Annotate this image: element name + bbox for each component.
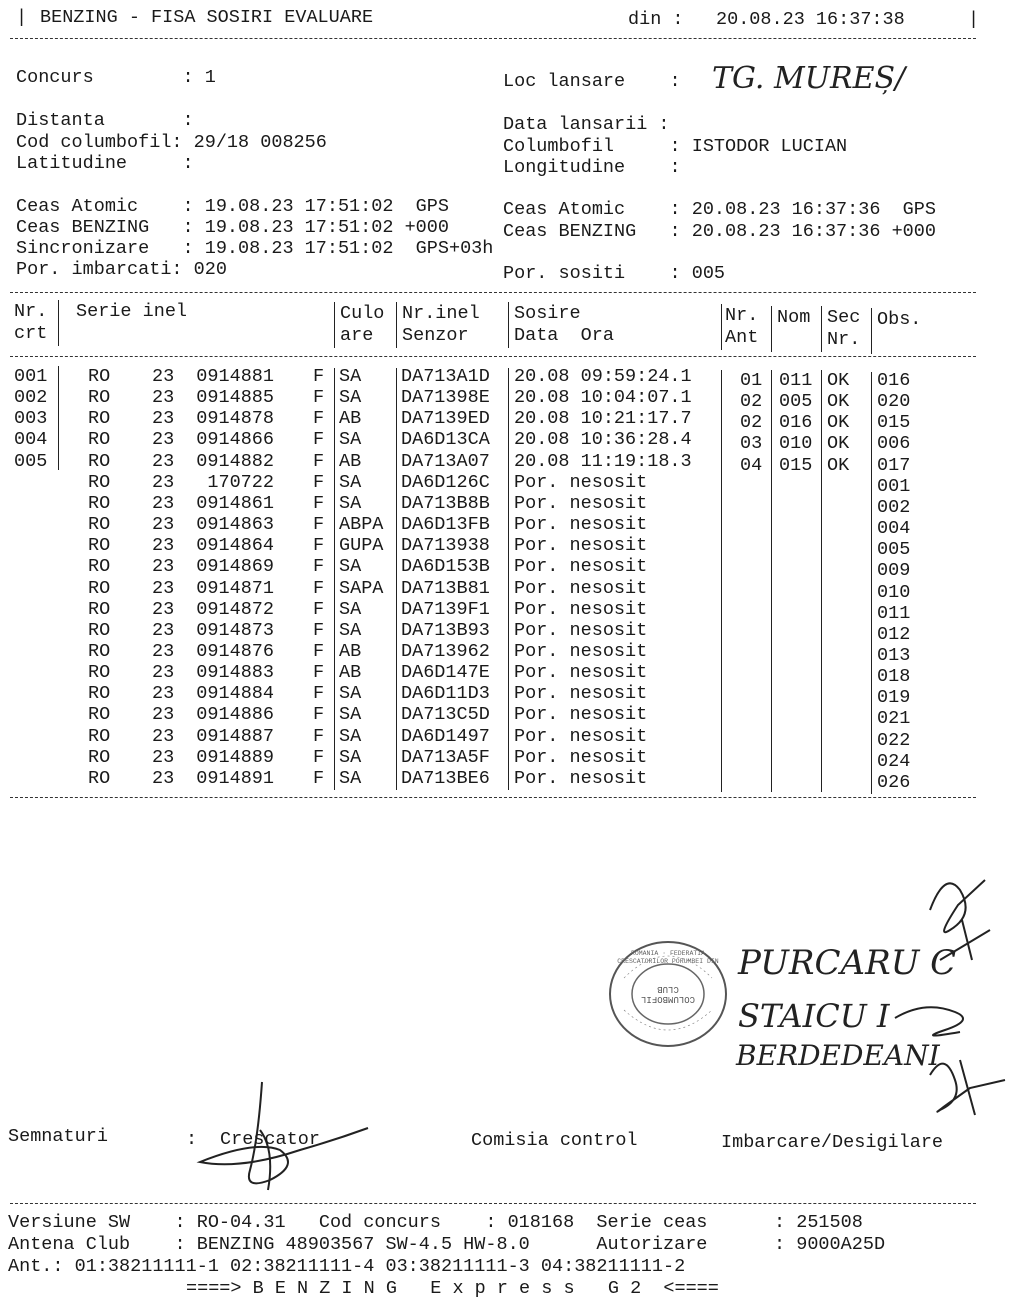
cell-yr: 23: [152, 366, 175, 387]
cell-obs: 021: [877, 708, 911, 730]
cell-yr: 23: [152, 535, 175, 557]
din-label: din :: [628, 9, 684, 30]
cell-cul: AB: [339, 408, 362, 430]
handwritten-name-3: BERDEDEANI: [736, 1039, 940, 1072]
cell-senzor: DA71398E: [401, 387, 490, 409]
header-sosire: Sosire: [514, 303, 581, 324]
cell-num: 0914886: [196, 704, 274, 726]
cell-obs: 015: [877, 412, 911, 434]
cell-obs: 022: [877, 729, 911, 751]
header-secnr: Nr.: [827, 329, 861, 350]
cell-senzor: DA713A1D: [401, 366, 490, 387]
semnaturi-colon: :: [186, 1129, 198, 1150]
cell-senzor: DA713938: [401, 535, 490, 557]
cell-obs: 011: [877, 602, 911, 624]
cell-senzor: DA6D153B: [401, 556, 490, 578]
cell-num: 0914863: [196, 514, 274, 536]
cell-yr: 23: [152, 450, 175, 472]
header-nrinel: Nr.inel: [402, 303, 480, 324]
semnaturi-label: Semnaturi: [8, 1126, 108, 1147]
cell-sex: F: [313, 387, 325, 409]
cell-num: 0914873: [196, 619, 274, 641]
cell-num: 0914869: [196, 556, 274, 578]
cell-ro: RO: [88, 429, 111, 451]
header-serie: Serie inel: [76, 301, 188, 322]
concurs-line: Concurs : 1: [16, 67, 216, 88]
handwritten-name-2: STAICU I: [738, 997, 890, 1035]
cell-num: 0914885: [196, 387, 274, 409]
imbarcare-label: Imbarcare/Desigilare: [721, 1132, 944, 1153]
sincronizare-line: Sincronizare : 19.08.23 17:51:02 GPS+03h: [16, 238, 494, 259]
cell-senzor: DA6D13FB: [401, 514, 490, 536]
left-bar: |: [16, 7, 28, 28]
cell-yr: 23: [152, 556, 175, 578]
cell-sex: F: [313, 725, 325, 747]
ceas-atomic-right: Ceas Atomic : 20.08.23 16:37:36 GPS: [503, 199, 936, 220]
cell-nr: 001: [14, 366, 48, 387]
crescator-label: Crescator: [220, 1129, 320, 1150]
ceas-benzing-right: Ceas BENZING : 20.08.23 16:37:36 +000: [503, 221, 936, 242]
cell-yr: 23: [152, 619, 175, 641]
cell-yr: 23: [152, 683, 175, 705]
cell-ant: 02: [740, 412, 763, 434]
cell-cul: SA: [339, 619, 362, 641]
cell-ro: RO: [88, 704, 111, 726]
cell-obs: 004: [877, 518, 911, 540]
cell-sosire: 20.08 10:36:28.4: [514, 429, 692, 451]
cell-yr: 23: [152, 598, 175, 620]
cell-ro: RO: [88, 683, 111, 705]
cell-nom: 010: [779, 433, 813, 455]
cell-senzor: DA6D13CA: [401, 429, 490, 451]
cod-columbofil-line: Cod columbofil: 29/18 008256: [16, 132, 327, 153]
cell-num: 0914881: [196, 366, 274, 387]
cell-senzor: DA713A07: [401, 450, 490, 472]
cell-yr: 23: [152, 408, 175, 430]
signature-bottom-right: [930, 1060, 1005, 1115]
cell-num: 0914871: [196, 577, 274, 599]
cell-ro: RO: [88, 746, 111, 768]
cell-cul: SA: [339, 725, 362, 747]
cell-yr: 23: [152, 767, 175, 789]
cell-obs: 019: [877, 687, 911, 709]
cell-obs: 026: [877, 771, 911, 793]
cell-sosire: 20.08 09:59:24.1: [514, 366, 692, 387]
cell-cul: AB: [339, 640, 362, 662]
cell-senzor: DA713962: [401, 640, 490, 662]
stamp-inner-text: COLUMBOFIL CLUB: [641, 984, 696, 1004]
cell-cul: SA: [339, 556, 362, 578]
cell-yr: 23: [152, 640, 175, 662]
cell-obs: 018: [877, 666, 911, 688]
cell-nr: 003: [14, 408, 48, 430]
cell-sosire: Por. nesosit: [514, 725, 648, 747]
cell-sosire: Por. nesosit: [514, 619, 648, 641]
cell-num: 0914872: [196, 598, 274, 620]
cell-obs: 009: [877, 560, 911, 582]
cell-sex: F: [313, 535, 325, 557]
cell-yr: 23: [152, 387, 175, 409]
header-nr: Nr.: [14, 301, 48, 322]
cell-sosire: 20.08 11:19:18.3: [514, 450, 692, 472]
cell-sosire: Por. nesosit: [514, 514, 648, 536]
cell-yr: 23: [152, 471, 175, 493]
cell-yr: 23: [152, 662, 175, 684]
columbofil-line: Columbofil : ISTODOR LUCIAN: [503, 136, 848, 157]
cell-sex: F: [313, 640, 325, 662]
cell-senzor: DA713B93: [401, 619, 490, 641]
cell-num: 0914878: [196, 408, 274, 430]
cell-nom: 016: [779, 412, 813, 434]
comisia-control-label: Comisia control: [471, 1130, 638, 1151]
cell-sosire: 20.08 10:04:07.1: [514, 387, 692, 409]
header-ant: Ant: [725, 327, 759, 348]
cell-senzor: DA713C5D: [401, 704, 490, 726]
cell-sosire: Por. nesosit: [514, 683, 648, 705]
cell-yr: 23: [152, 725, 175, 747]
cell-senzor: DA713A5F: [401, 746, 490, 768]
cell-cul: SA: [339, 471, 362, 493]
din-value: 20.08.23 16:37:38: [716, 9, 905, 30]
cell-senzor: DA6D147E: [401, 662, 490, 684]
cell-ant: 04: [740, 454, 763, 476]
header-nrant: Nr.: [725, 305, 759, 326]
cell-nom: 015: [779, 454, 813, 476]
cell-senzor: DA7139F1: [401, 598, 490, 620]
cell-num: 0914891: [196, 767, 274, 789]
cell-ro: RO: [88, 619, 111, 641]
cell-obs: 006: [877, 433, 911, 455]
cell-ro: RO: [88, 514, 111, 536]
cell-obs: 024: [877, 750, 911, 772]
footer-line-3: Ant.: 01:38211111-1 02:38211111-4 03:38211111-3 04:38211111-2: [8, 1256, 686, 1277]
cell-obs: 010: [877, 581, 911, 603]
cell-obs: 013: [877, 644, 911, 666]
cell-sec: OK: [827, 412, 850, 434]
loc-lansare-handwritten: TG. MUREȘ/: [712, 61, 906, 96]
cell-sex: F: [313, 471, 325, 493]
cell-senzor: DA713B8B: [401, 492, 490, 514]
handwritten-name-1: PURCARU C: [738, 943, 957, 983]
header-nom: Nom: [777, 307, 811, 328]
cell-ro: RO: [88, 366, 111, 387]
cell-num: 0914864: [196, 535, 274, 557]
cell-obs: 002: [877, 496, 911, 518]
cell-num: 0914887: [196, 725, 274, 747]
signature-top-right: [930, 880, 990, 960]
cell-num: 0914876: [196, 640, 274, 662]
cell-ro: RO: [88, 450, 111, 472]
cell-ro: RO: [88, 662, 111, 684]
cell-sosire: 20.08 10:21:17.7: [514, 408, 692, 430]
cell-senzor: DA6D1497: [401, 725, 490, 747]
cell-sex: F: [313, 662, 325, 684]
cell-nr: 004: [14, 429, 48, 451]
cell-ro: RO: [88, 387, 111, 409]
cell-obs: 012: [877, 623, 911, 645]
cell-num: 0914884: [196, 683, 274, 705]
cell-ro: RO: [88, 577, 111, 599]
cell-ro: RO: [88, 640, 111, 662]
cell-obs: 016: [877, 370, 911, 391]
cell-cul: AB: [339, 662, 362, 684]
cell-ro: RO: [88, 535, 111, 557]
cell-cul: SA: [339, 387, 362, 409]
cell-num: 170722: [207, 471, 274, 493]
cell-senzor: DA6D11D3: [401, 683, 490, 705]
ceas-atomic-left: Ceas Atomic : 19.08.23 17:51:02 GPS: [16, 196, 449, 217]
cell-sex: F: [313, 746, 325, 768]
footer-line-2: Antena Club : BENZING 48903567 SW-4.5 HW-8.0 Autorizare : 9000A25D: [8, 1234, 886, 1255]
cell-num: 0914882: [196, 450, 274, 472]
cell-cul: ABPA: [339, 514, 384, 536]
data-lansarii-line: Data lansarii :: [503, 114, 670, 135]
cell-senzor: DA7139ED: [401, 408, 490, 430]
ceas-benzing-left: Ceas BENZING : 19.08.23 17:51:02 +000: [16, 217, 449, 238]
footer-line-1: Versiune SW : RO-04.31 Cod concurs : 018168 Serie ceas : 251508: [8, 1212, 863, 1233]
cell-yr: 23: [152, 492, 175, 514]
cell-obs: 005: [877, 539, 911, 561]
cell-cul: SA: [339, 366, 362, 387]
cell-nr: 002: [14, 387, 48, 409]
cell-sosire: Por. nesosit: [514, 492, 648, 514]
cell-sosire: Por. nesosit: [514, 640, 648, 662]
cell-sex: F: [313, 577, 325, 599]
cell-cul: SA: [339, 492, 362, 514]
cell-sosire: Por. nesosit: [514, 704, 648, 726]
cell-sex: F: [313, 556, 325, 578]
cell-ro: RO: [88, 598, 111, 620]
cell-sosire: Por. nesosit: [514, 556, 648, 578]
cell-ro: RO: [88, 492, 111, 514]
header-obs: Obs.: [877, 309, 922, 330]
loc-lansare-label: Loc lansare :: [503, 71, 681, 92]
cell-ro: RO: [88, 725, 111, 747]
cell-sex: F: [313, 767, 325, 789]
right-bar: |: [968, 9, 980, 30]
stamp-outer-text: ROMANIA · FEDERATIA CRESCATORILOR PORUMBEI DIN: [617, 950, 719, 965]
cell-yr: 23: [152, 704, 175, 726]
cell-sosire: Por. nesosit: [514, 598, 648, 620]
cell-cul: SA: [339, 767, 362, 789]
header-culo: Culo: [340, 303, 385, 324]
signature-mid-right: [895, 1007, 963, 1035]
cell-yr: 23: [152, 577, 175, 599]
cell-yr: 23: [152, 746, 175, 768]
cell-sosire: Por. nesosit: [514, 471, 648, 493]
distanta-line: Distanta :: [16, 110, 194, 131]
cell-obs: 017: [877, 454, 911, 476]
cell-cul: SA: [339, 683, 362, 705]
cell-obs: 020: [877, 391, 911, 413]
latitudine-line: Latitudine :: [16, 153, 194, 174]
header-crt: crt: [14, 323, 48, 344]
cell-ro: RO: [88, 471, 111, 493]
cell-num: 0914883: [196, 662, 274, 684]
cell-num: 0914889: [196, 746, 274, 768]
cell-sec: OK: [827, 391, 850, 413]
header-sec: Sec: [827, 307, 861, 328]
cell-sex: F: [313, 408, 325, 430]
cell-cul: SA: [339, 429, 362, 451]
cell-sosire: Por. nesosit: [514, 767, 648, 789]
cell-yr: 23: [152, 429, 175, 451]
cell-sosire: Por. nesosit: [514, 577, 648, 599]
cell-sex: F: [313, 598, 325, 620]
cell-cul: SAPA: [339, 577, 384, 599]
cell-ant: 02: [740, 391, 763, 413]
cell-sex: F: [313, 366, 325, 387]
cell-sex: F: [313, 619, 325, 641]
divider-footer: [10, 1203, 976, 1204]
footer-line-4: ====> B E N Z I N G E x p r e s s G 2 <====: [186, 1278, 719, 1299]
cell-nr: 005: [14, 450, 48, 472]
header-senzor: Senzor: [402, 325, 469, 346]
cell-senzor: DA713BE6: [401, 767, 490, 789]
cell-sex: F: [313, 683, 325, 705]
cell-sex: F: [313, 704, 325, 726]
page-title: BENZING - FISA SOSIRI EVALUARE: [40, 7, 374, 28]
header-are: are: [340, 325, 374, 346]
cell-num: 0914866: [196, 429, 274, 451]
header-data-ora: Data Ora: [514, 325, 614, 346]
cell-ro: RO: [88, 556, 111, 578]
cell-sec: OK: [827, 370, 850, 391]
cell-cul: SA: [339, 598, 362, 620]
por-sositi-line: Por. sositi : 005: [503, 263, 726, 284]
por-imbarcati-line: Por. imbarcati: 020: [16, 259, 227, 280]
cell-sex: F: [313, 450, 325, 472]
cell-sec: OK: [827, 454, 850, 476]
cell-yr: 23: [152, 514, 175, 536]
cell-sex: F: [313, 514, 325, 536]
cell-cul: AB: [339, 450, 362, 472]
cell-senzor: DA713B81: [401, 577, 490, 599]
cell-cul: SA: [339, 746, 362, 768]
cell-sosire: Por. nesosit: [514, 662, 648, 684]
cell-nom: 005: [779, 391, 813, 413]
cell-obs: 001: [877, 475, 911, 497]
longitudine-line: Longitudine :: [503, 157, 681, 178]
cell-cul: SA: [339, 704, 362, 726]
cell-sosire: Por. nesosit: [514, 535, 648, 557]
cell-nom: 011: [779, 370, 813, 391]
cell-sex: F: [313, 492, 325, 514]
cell-ro: RO: [88, 408, 111, 430]
cell-num: 0914861: [196, 492, 274, 514]
cell-sex: F: [313, 429, 325, 451]
cell-ant: 01: [740, 370, 763, 391]
cell-cul: GUPA: [339, 535, 384, 557]
cell-ro: RO: [88, 767, 111, 789]
cell-sec: OK: [827, 433, 850, 455]
cell-senzor: DA6D126C: [401, 471, 490, 493]
cell-sosire: Por. nesosit: [514, 746, 648, 768]
cell-ant: 03: [740, 433, 763, 455]
